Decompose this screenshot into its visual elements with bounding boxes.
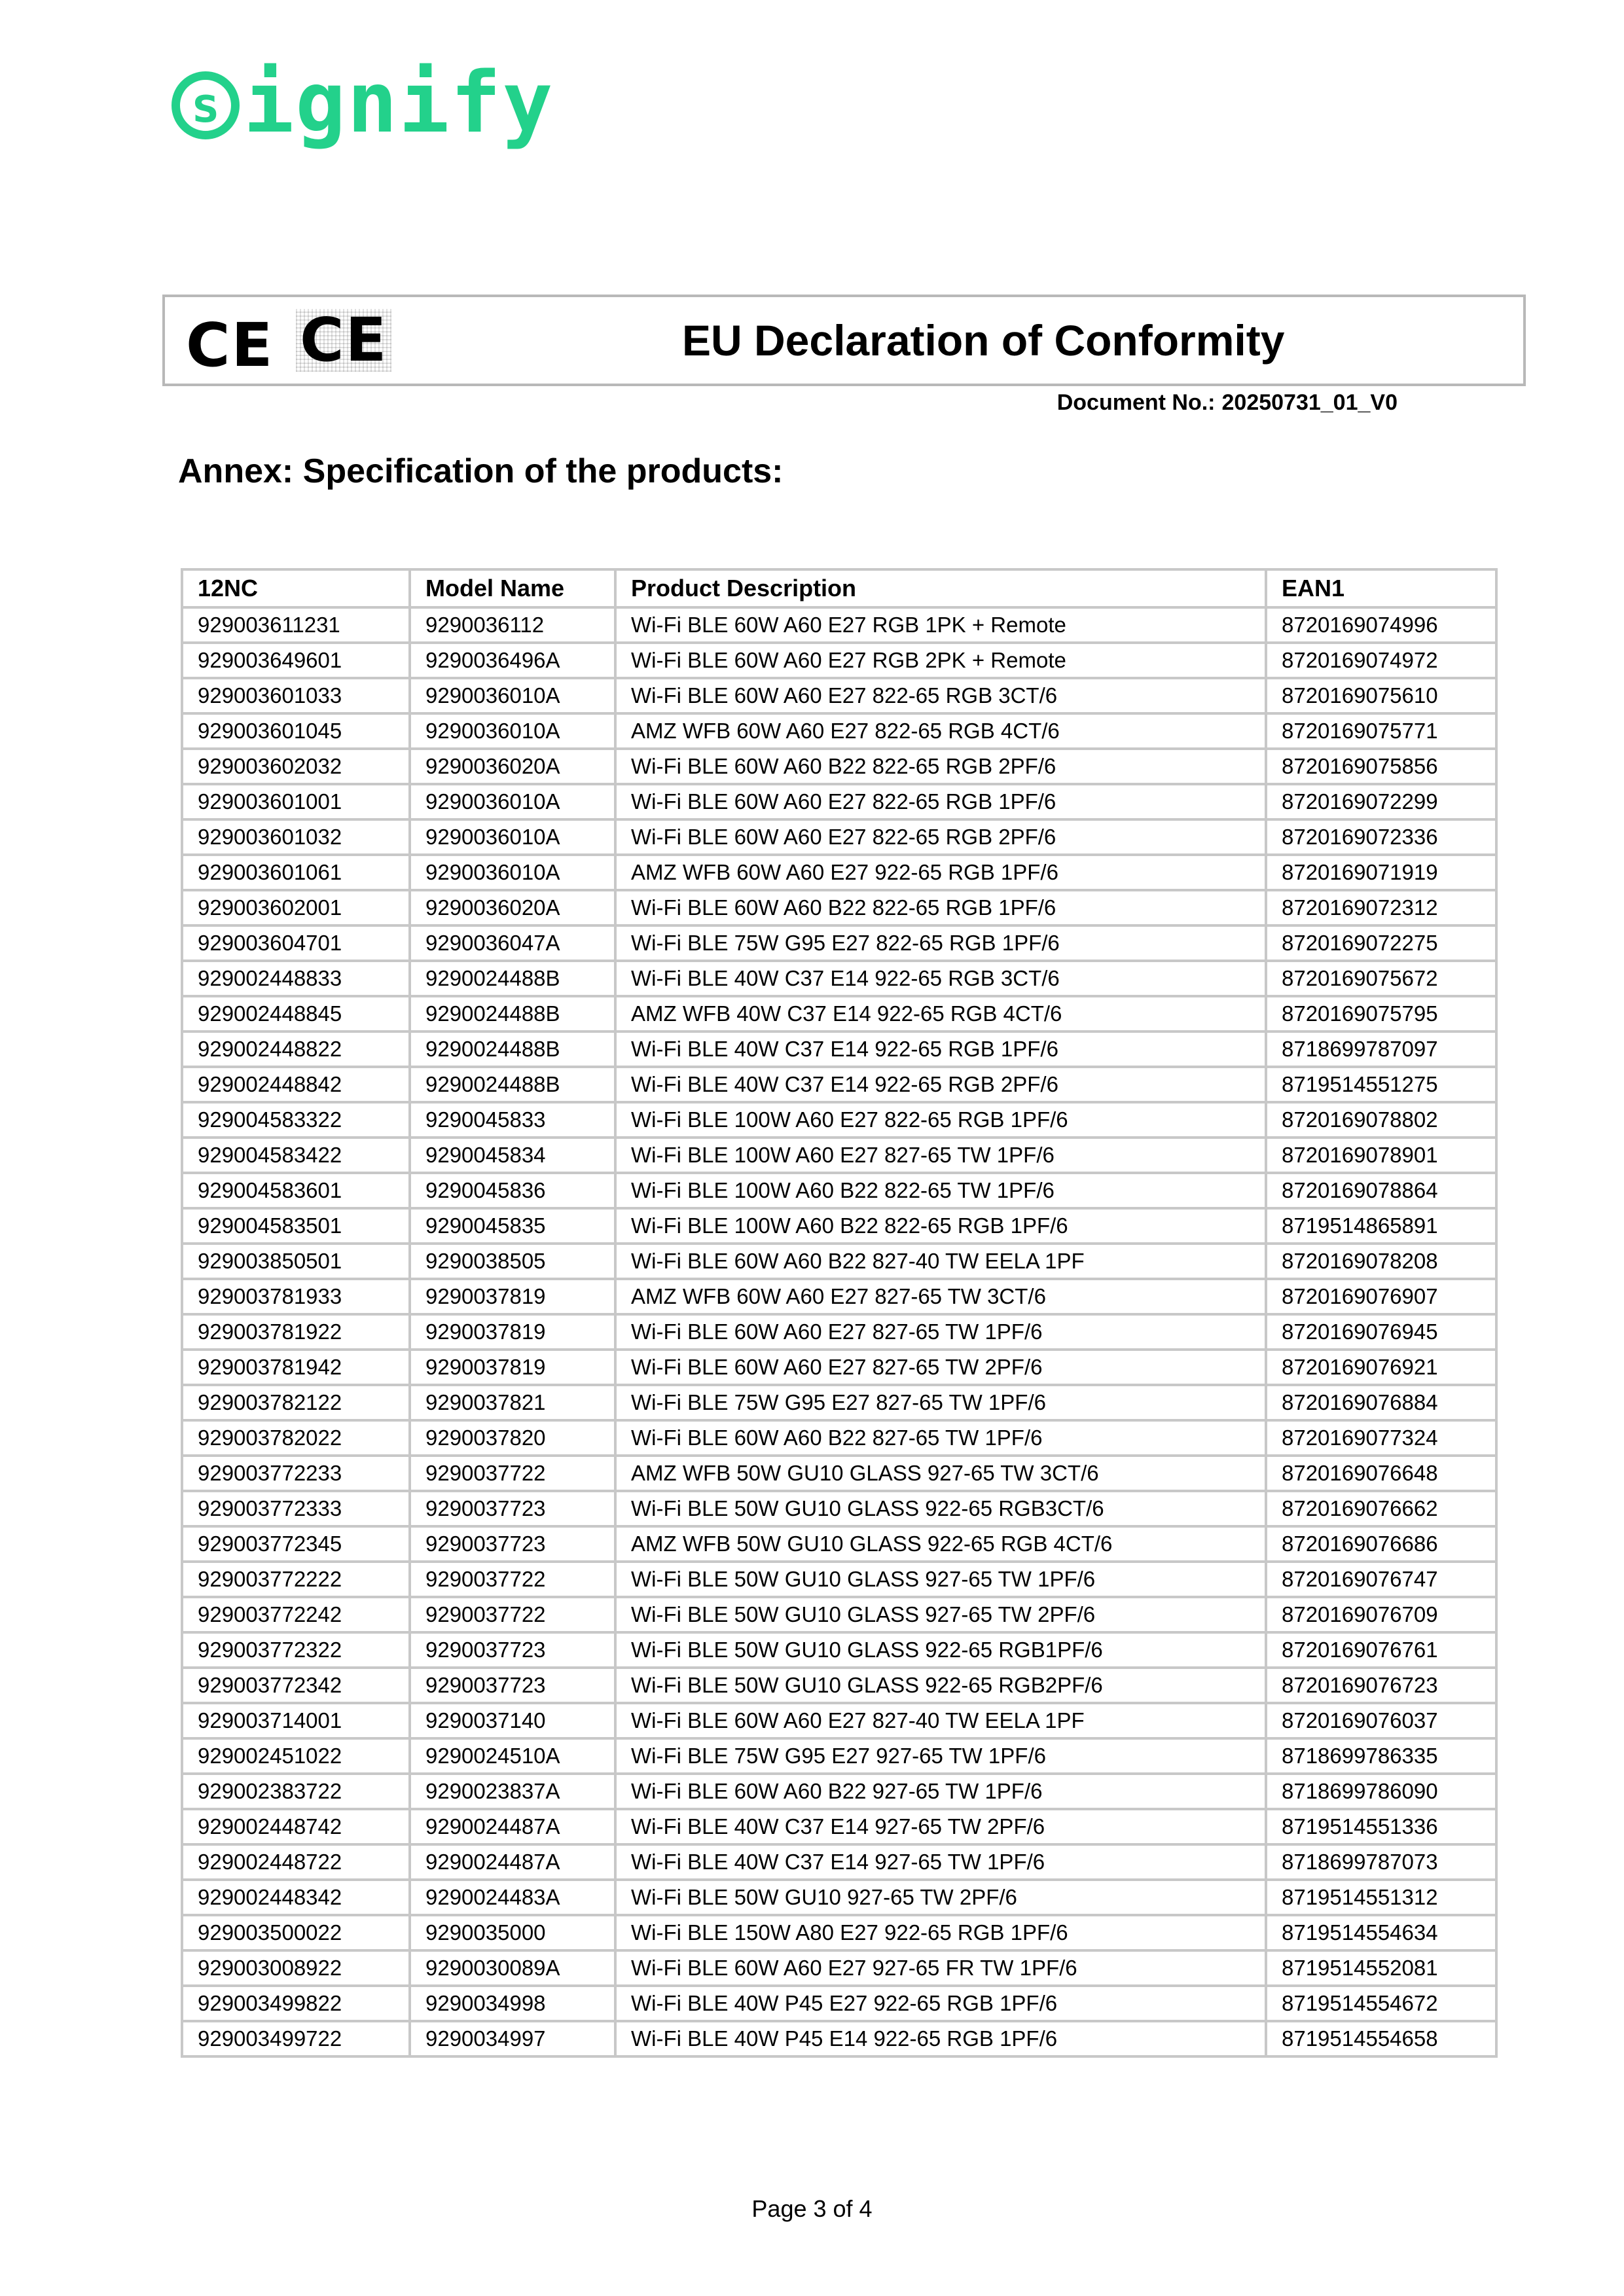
- cell-12nc: 929003499722: [182, 2021, 410, 2056]
- signify-logo-text: ignify: [244, 54, 554, 152]
- table-row: [182, 1597, 1496, 1632]
- cell-model-name: 9290036112: [410, 607, 615, 643]
- table-row: [182, 1314, 1496, 1350]
- table-row: [182, 1986, 1496, 2021]
- cell-ean1: 8719514554672: [1266, 1986, 1496, 2021]
- table-row: [182, 1632, 1496, 1668]
- cell-12nc: 929003601045: [182, 713, 410, 749]
- column-header-12nc: 12NC: [182, 569, 410, 607]
- product-specification-table: [181, 568, 1498, 2058]
- cell-12nc: 929003772342: [182, 1668, 410, 1703]
- cell-12nc: 929003601033: [182, 678, 410, 713]
- cell-ean1: 8720169074996: [1266, 607, 1496, 643]
- table-row: [182, 1244, 1496, 1279]
- cell-ean1: 8719514552081: [1266, 1950, 1496, 1986]
- cell-12nc: 929003500022: [182, 1915, 410, 1950]
- table-row: [182, 1703, 1496, 1738]
- cell-model-name: 9290036010A: [410, 678, 615, 713]
- cell-product-description: AMZ WFB 40W C37 E14 922-65 RGB 4CT/6: [615, 996, 1266, 1031]
- cell-model-name: 9290024483A: [410, 1880, 615, 1915]
- table-row: [182, 607, 1496, 643]
- cell-model-name: 9290034998: [410, 1986, 615, 2021]
- table-row: [182, 1138, 1496, 1173]
- cell-ean1: 8720169077324: [1266, 1420, 1496, 1456]
- cell-product-description: Wi-Fi BLE 40W C37 E14 927-65 TW 2PF/6: [615, 1809, 1266, 1844]
- cell-12nc: 929004583322: [182, 1102, 410, 1138]
- cell-12nc: 929002448833: [182, 961, 410, 996]
- cell-12nc: 929004583601: [182, 1173, 410, 1208]
- cell-ean1: 8720169072299: [1266, 784, 1496, 819]
- cell-ean1: 8720169076761: [1266, 1632, 1496, 1668]
- cell-model-name: 9290024510A: [410, 1738, 615, 1774]
- cell-product-description: Wi-Fi BLE 40W C37 E14 927-65 TW 1PF/6: [615, 1844, 1266, 1880]
- cell-ean1: 8720169075771: [1266, 713, 1496, 749]
- page-title: EU Declaration of Conformity: [682, 316, 1285, 365]
- column-header-product-description: Product Description: [615, 569, 1266, 607]
- cell-product-description: AMZ WFB 60W A60 E27 922-65 RGB 1PF/6: [615, 855, 1266, 890]
- document-number: [1057, 390, 1398, 416]
- cell-ean1: 8720169076686: [1266, 1526, 1496, 1562]
- cell-ean1: 8718699786335: [1266, 1738, 1496, 1774]
- cell-ean1: 8720169076723: [1266, 1668, 1496, 1703]
- cell-ean1: 8720169076662: [1266, 1491, 1496, 1526]
- cell-ean1: 8720169078864: [1266, 1173, 1496, 1208]
- cell-model-name: 9290030089A: [410, 1950, 615, 1986]
- cell-12nc: 929003782122: [182, 1385, 410, 1420]
- table-row: [182, 2021, 1496, 2056]
- cell-product-description: Wi-Fi BLE 60W A60 B22 927-65 TW 1PF/6: [615, 1774, 1266, 1809]
- cell-model-name: 9290036496A: [410, 643, 615, 678]
- cell-ean1: 8720169076709: [1266, 1597, 1496, 1632]
- cell-product-description: Wi-Fi BLE 40W P45 E27 922-65 RGB 1PF/6: [615, 1986, 1266, 2021]
- cell-model-name: 9290045833: [410, 1102, 615, 1138]
- cell-12nc: 929002383722: [182, 1774, 410, 1809]
- cell-product-description: Wi-Fi BLE 60W A60 E27 927-65 FR TW 1PF/6: [615, 1950, 1266, 1986]
- cell-model-name: 9290037140: [410, 1703, 615, 1738]
- cell-12nc: 929003772333: [182, 1491, 410, 1526]
- table-row: [182, 855, 1496, 890]
- page-number: Page 3 of 4: [751, 2195, 873, 2222]
- table-body: [182, 607, 1496, 2056]
- cell-product-description: Wi-Fi BLE 100W A60 B22 822-65 TW 1PF/6: [615, 1173, 1266, 1208]
- cell-ean1: 8718699786090: [1266, 1774, 1496, 1809]
- cell-model-name: 9290037819: [410, 1314, 615, 1350]
- cell-product-description: Wi-Fi BLE 60W A60 E27 827-65 TW 2PF/6: [615, 1350, 1266, 1385]
- cell-product-description: Wi-Fi BLE 100W A60 B22 822-65 RGB 1PF/6: [615, 1208, 1266, 1244]
- cell-product-description: Wi-Fi BLE 50W GU10 GLASS 922-65 RGB2PF/6: [615, 1668, 1266, 1703]
- cell-product-description: Wi-Fi BLE 40W C37 E14 922-65 RGB 2PF/6: [615, 1067, 1266, 1102]
- cell-ean1: 8719514865891: [1266, 1208, 1496, 1244]
- cell-product-description: AMZ WFB 60W A60 E27 827-65 TW 3CT/6: [615, 1279, 1266, 1314]
- table-row: [182, 1031, 1496, 1067]
- cell-12nc: 929003649601: [182, 643, 410, 678]
- cell-model-name: 9290036020A: [410, 749, 615, 784]
- cell-ean1: 8718699787073: [1266, 1844, 1496, 1880]
- cell-ean1: 8720169075795: [1266, 996, 1496, 1031]
- cell-product-description: Wi-Fi BLE 150W A80 E27 922-65 RGB 1PF/6: [615, 1915, 1266, 1950]
- table-row: [182, 1385, 1496, 1420]
- cell-model-name: 9290035000: [410, 1915, 615, 1950]
- cell-ean1: 8720169076907: [1266, 1279, 1496, 1314]
- cell-model-name: 9290037819: [410, 1350, 615, 1385]
- cell-12nc: 929003850501: [182, 1244, 410, 1279]
- cell-model-name: 9290036010A: [410, 784, 615, 819]
- cell-product-description: Wi-Fi BLE 40W C37 E14 922-65 RGB 1PF/6: [615, 1031, 1266, 1067]
- annex-title: Annex: Specification of the products:: [178, 452, 784, 490]
- table-row: [182, 1880, 1496, 1915]
- cell-ean1: 8719514551312: [1266, 1880, 1496, 1915]
- cell-model-name: 9290036010A: [410, 819, 615, 855]
- column-header-ean1: EAN1: [1266, 569, 1496, 607]
- cell-12nc: 929003772233: [182, 1456, 410, 1491]
- cell-product-description: Wi-Fi BLE 50W GU10 GLASS 927-65 TW 2PF/6: [615, 1597, 1266, 1632]
- cell-model-name: 9290036010A: [410, 713, 615, 749]
- cell-product-description: Wi-Fi BLE 60W A60 B22 822-65 RGB 2PF/6: [615, 749, 1266, 784]
- cell-product-description: Wi-Fi BLE 60W A60 B22 822-65 RGB 1PF/6: [615, 890, 1266, 925]
- cell-12nc: 929003781942: [182, 1350, 410, 1385]
- cell-12nc: 929002448342: [182, 1880, 410, 1915]
- declaration-header: [162, 295, 1526, 386]
- cell-model-name: 9290024487A: [410, 1809, 615, 1844]
- cell-12nc: 929003781933: [182, 1279, 410, 1314]
- cell-ean1: 8719514551336: [1266, 1809, 1496, 1844]
- cell-model-name: 9290037722: [410, 1456, 615, 1491]
- cell-product-description: Wi-Fi BLE 40W P45 E14 922-65 RGB 1PF/6: [615, 2021, 1266, 2056]
- table-header-row: [182, 569, 1496, 607]
- cell-ean1: 8718699787097: [1266, 1031, 1496, 1067]
- table-row: [182, 1067, 1496, 1102]
- table-row: [182, 643, 1496, 678]
- cell-product-description: Wi-Fi BLE 75W G95 E27 927-65 TW 1PF/6: [615, 1738, 1266, 1774]
- cell-product-description: AMZ WFB 60W A60 E27 822-65 RGB 4CT/6: [615, 713, 1266, 749]
- table-row: [182, 1774, 1496, 1809]
- cell-12nc: 929003714001: [182, 1703, 410, 1738]
- cell-ean1: 8719514551275: [1266, 1067, 1496, 1102]
- cell-12nc: 929003499822: [182, 1986, 410, 2021]
- cell-product-description: AMZ WFB 50W GU10 GLASS 927-65 TW 3CT/6: [615, 1456, 1266, 1491]
- cell-product-description: Wi-Fi BLE 50W GU10 GLASS 922-65 RGB3CT/6: [615, 1491, 1266, 1526]
- document-number-label: Document No.:: [1056, 390, 1216, 415]
- cell-model-name: 9290045836: [410, 1173, 615, 1208]
- cell-product-description: Wi-Fi BLE 60W A60 B22 827-65 TW 1PF/6: [615, 1420, 1266, 1456]
- cell-12nc: 929002448842: [182, 1067, 410, 1102]
- cell-ean1: 8720169075856: [1266, 749, 1496, 784]
- table-row: [182, 1526, 1496, 1562]
- cell-model-name: 9290034997: [410, 2021, 615, 2056]
- cell-ean1: 8720169076037: [1266, 1703, 1496, 1738]
- cell-product-description: Wi-Fi BLE 50W GU10 927-65 TW 2PF/6: [615, 1880, 1266, 1915]
- cell-12nc: 929003008922: [182, 1950, 410, 1986]
- cell-12nc: 929002451022: [182, 1738, 410, 1774]
- table-row: [182, 1915, 1496, 1950]
- cell-model-name: 9290037723: [410, 1632, 615, 1668]
- cell-product-description: Wi-Fi BLE 40W C37 E14 922-65 RGB 3CT/6: [615, 961, 1266, 996]
- cell-12nc: 929002448822: [182, 1031, 410, 1067]
- cell-12nc: 929003611231: [182, 607, 410, 643]
- cell-product-description: Wi-Fi BLE 60W A60 E27 822-65 RGB 3CT/6: [615, 678, 1266, 713]
- cell-product-description: Wi-Fi BLE 60W A60 E27 827-40 TW EELA 1PF: [615, 1703, 1266, 1738]
- cell-model-name: 9290037819: [410, 1279, 615, 1314]
- cell-12nc: 929003604701: [182, 925, 410, 961]
- cell-ean1: 8720169075610: [1266, 678, 1496, 713]
- cell-model-name: 9290037821: [410, 1385, 615, 1420]
- cell-model-name: 9290037820: [410, 1420, 615, 1456]
- table-row: [182, 961, 1496, 996]
- ce-mark-outline-icon: CE: [296, 309, 391, 372]
- table-row: [182, 1420, 1496, 1456]
- cell-ean1: 8719514554658: [1266, 2021, 1496, 2056]
- cell-12nc: 929002448845: [182, 996, 410, 1031]
- cell-model-name: 9290038505: [410, 1244, 615, 1279]
- cell-product-description: Wi-Fi BLE 60W A60 E27 827-65 TW 1PF/6: [615, 1314, 1266, 1350]
- cell-12nc: 929003772322: [182, 1632, 410, 1668]
- cell-model-name: 9290036047A: [410, 925, 615, 961]
- cell-model-name: 9290037722: [410, 1562, 615, 1597]
- cell-product-description: Wi-Fi BLE 60W A60 E27 822-65 RGB 2PF/6: [615, 819, 1266, 855]
- cell-12nc: 929002448742: [182, 1809, 410, 1844]
- table-row: [182, 1809, 1496, 1844]
- cell-product-description: Wi-Fi BLE 60W A60 E27 822-65 RGB 1PF/6: [615, 784, 1266, 819]
- cell-12nc: 929003601061: [182, 855, 410, 890]
- table-row: [182, 890, 1496, 925]
- table-row: [182, 1491, 1496, 1526]
- cell-ean1: 8720169072275: [1266, 925, 1496, 961]
- table-row: [182, 819, 1496, 855]
- cell-product-description: AMZ WFB 50W GU10 GLASS 922-65 RGB 4CT/6: [615, 1526, 1266, 1562]
- table-row: [182, 1738, 1496, 1774]
- table-row: [182, 678, 1496, 713]
- cell-model-name: 9290023837A: [410, 1774, 615, 1809]
- table-row: [182, 996, 1496, 1031]
- cell-product-description: Wi-Fi BLE 50W GU10 GLASS 927-65 TW 1PF/6: [615, 1562, 1266, 1597]
- cell-12nc: 929003601032: [182, 819, 410, 855]
- cell-12nc: 929003602032: [182, 749, 410, 784]
- cell-ean1: 8720169076921: [1266, 1350, 1496, 1385]
- cell-12nc: 929002448722: [182, 1844, 410, 1880]
- cell-model-name: 9290024488B: [410, 1031, 615, 1067]
- cell-12nc: 929004583422: [182, 1138, 410, 1173]
- cell-product-description: Wi-Fi BLE 50W GU10 GLASS 922-65 RGB1PF/6: [615, 1632, 1266, 1668]
- cell-12nc: 929003601001: [182, 784, 410, 819]
- cell-ean1: 8720169078901: [1266, 1138, 1496, 1173]
- cell-model-name: 9290037723: [410, 1491, 615, 1526]
- cell-ean1: 8719514554634: [1266, 1915, 1496, 1950]
- column-header-model-name: Model Name: [410, 569, 615, 607]
- table-row: [182, 713, 1496, 749]
- cell-12nc: 929003602001: [182, 890, 410, 925]
- cell-ean1: 8720169072312: [1266, 890, 1496, 925]
- table-row: [182, 1844, 1496, 1880]
- cell-12nc: 929004583501: [182, 1208, 410, 1244]
- table-row: [182, 1950, 1496, 1986]
- ce-mark-icon: CE: [186, 310, 274, 380]
- table-row: [182, 1279, 1496, 1314]
- table-row: [182, 925, 1496, 961]
- cell-12nc: 929003781922: [182, 1314, 410, 1350]
- table-row: [182, 784, 1496, 819]
- signify-logo-s-icon: s: [171, 71, 240, 139]
- cell-model-name: 9290024488B: [410, 961, 615, 996]
- table-row: [182, 1350, 1496, 1385]
- table-row: [182, 1208, 1496, 1244]
- cell-product-description: Wi-Fi BLE 60W A60 B22 827-40 TW EELA 1PF: [615, 1244, 1266, 1279]
- cell-model-name: 9290036010A: [410, 855, 615, 890]
- cell-12nc: 929003782022: [182, 1420, 410, 1456]
- cell-product-description: Wi-Fi BLE 100W A60 E27 822-65 RGB 1PF/6: [615, 1102, 1266, 1138]
- cell-model-name: 9290037722: [410, 1597, 615, 1632]
- cell-ean1: 8720169078208: [1266, 1244, 1496, 1279]
- cell-12nc: 929003772242: [182, 1597, 410, 1632]
- cell-ean1: 8720169071919: [1266, 855, 1496, 890]
- cell-product-description: Wi-Fi BLE 60W A60 E27 RGB 2PK + Remote: [615, 643, 1266, 678]
- cell-ean1: 8720169075672: [1266, 961, 1496, 996]
- table-row: [182, 1562, 1496, 1597]
- cell-model-name: 9290024488B: [410, 996, 615, 1031]
- cell-product-description: Wi-Fi BLE 75W G95 E27 822-65 RGB 1PF/6: [615, 925, 1266, 961]
- cell-model-name: 9290024487A: [410, 1844, 615, 1880]
- cell-model-name: 9290045835: [410, 1208, 615, 1244]
- cell-model-name: 9290037723: [410, 1668, 615, 1703]
- table-row: [182, 1173, 1496, 1208]
- cell-ean1: 8720169076747: [1266, 1562, 1496, 1597]
- table-row: [182, 1102, 1496, 1138]
- cell-ean1: 8720169078802: [1266, 1102, 1496, 1138]
- cell-model-name: 9290045834: [410, 1138, 615, 1173]
- cell-model-name: 9290037723: [410, 1526, 615, 1562]
- signify-logo: [171, 54, 554, 152]
- cell-model-name: 9290036020A: [410, 890, 615, 925]
- cell-12nc: 929003772222: [182, 1562, 410, 1597]
- cell-ean1: 8720169072336: [1266, 819, 1496, 855]
- cell-ean1: 8720169074972: [1266, 643, 1496, 678]
- table-row: [182, 1668, 1496, 1703]
- cell-ean1: 8720169076648: [1266, 1456, 1496, 1491]
- cell-ean1: 8720169076945: [1266, 1314, 1496, 1350]
- cell-ean1: 8720169076884: [1266, 1385, 1496, 1420]
- document-number-value: 20250731_01_V0: [1221, 390, 1398, 415]
- cell-product-description: Wi-Fi BLE 100W A60 E27 827-65 TW 1PF/6: [615, 1138, 1266, 1173]
- table-row: [182, 1456, 1496, 1491]
- cell-model-name: 9290024488B: [410, 1067, 615, 1102]
- cell-12nc: 929003772345: [182, 1526, 410, 1562]
- table-row: [182, 749, 1496, 784]
- cell-product-description: Wi-Fi BLE 75W G95 E27 827-65 TW 1PF/6: [615, 1385, 1266, 1420]
- cell-product-description: Wi-Fi BLE 60W A60 E27 RGB 1PK + Remote: [615, 607, 1266, 643]
